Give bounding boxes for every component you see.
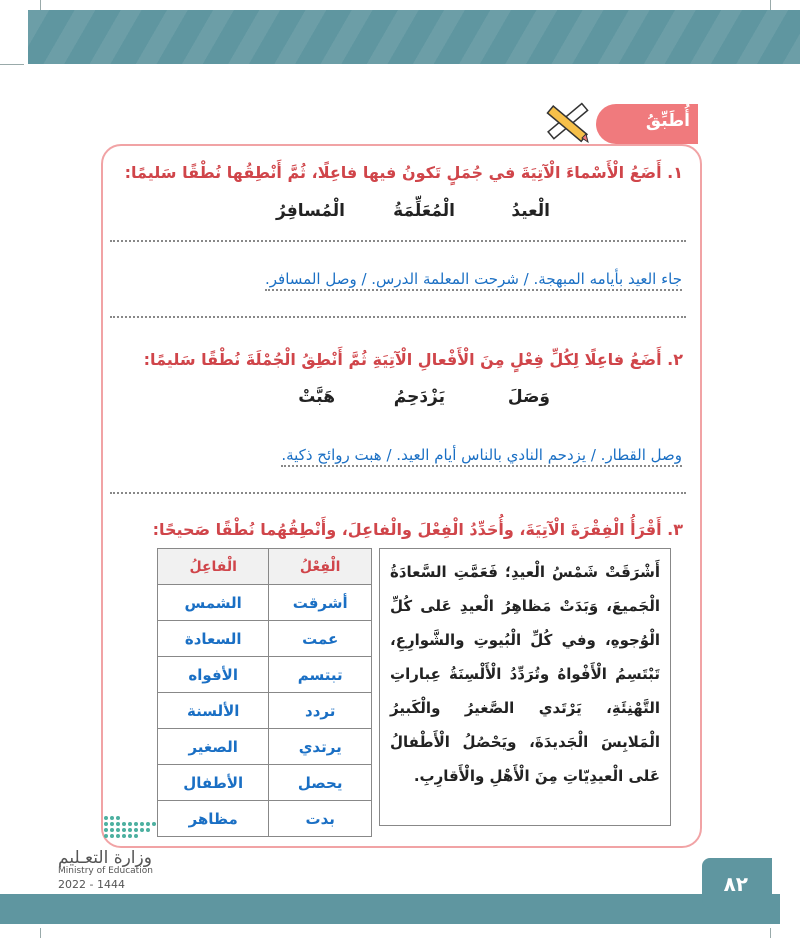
q1-word: الْمُسافِرُ — [276, 201, 345, 221]
q2-word: يَزْدَحِمُ — [393, 387, 445, 407]
subject-cell[interactable]: الأطفال — [158, 765, 269, 801]
verb-cell[interactable]: أشرقت — [269, 585, 372, 621]
verb-cell[interactable]: عمت — [269, 621, 372, 657]
table-row — [158, 729, 372, 765]
verb-cell[interactable]: تبتسم — [269, 657, 372, 693]
crop-mark — [0, 64, 24, 65]
answer-line[interactable] — [110, 492, 686, 494]
crop-mark — [770, 928, 771, 938]
subject-cell[interactable]: الأفواه — [158, 657, 269, 693]
ministry-logo-icon — [100, 810, 170, 846]
question-1-title: ١. أَضَعُ الْأَسْماءَ الْآتِيَةَ في جُمَلٍ تَكونُ فيها فاعِلًا، ثُمَّ أَنْطِقُها نُطْقًا سَليمًا: — [124, 163, 683, 182]
q1-word: الْعيدُ — [511, 201, 550, 221]
table-row — [158, 693, 372, 729]
verb-subject-table — [157, 548, 372, 837]
table-row — [158, 585, 372, 621]
subject-cell[interactable]: الصغير — [158, 729, 269, 765]
reading-paragraph: أَشْرَقَتْ شَمْسُ الْعيدِ؛ فَعَمَّتِ السَّعادَةُ الْجَميعَ، وَبَدَتْ مَظاهِرُ الْعيدِ عَلى كُلِّ الْوُجوهِ، وفي كُلِّ الْبُيوتِ والشَّوارِعِ، تَبْتَسِمُ الْأَفْواهُ وتُرَدِّدُ الْأَلْسِنَةُ عِباراتِ التَّهْنِئَةِ، يَرْتَدي الصَّغيرُ والْكَبيرُ الْمَلابِسَ الْجَديدَةَ، ويَحْصُلُ الْأَطْفالُ عَلى الْعيدِيّاتِ مِنَ الْأَهْلِ والْأَقارِبِ. — [379, 548, 671, 826]
question-2-title: ٢. أَضَعُ فاعِلًا لِكُلِّ فِعْلٍ مِنَ الْأَفْعالِ الْآتِيَةِ ثُمَّ أَنْطِقُ الْجُمْلَةَ نُطْقًا سَليمًا: — [143, 350, 683, 369]
column-header-verb: الْفِعْلُ — [269, 549, 372, 585]
section-badge — [596, 104, 698, 144]
crop-mark — [40, 928, 41, 938]
subject-cell[interactable]: السعادة — [158, 621, 269, 657]
page-number: ٨٢ — [723, 872, 748, 896]
table-header-row — [158, 549, 372, 585]
crop-mark — [40, 0, 41, 10]
subject-cell[interactable]: مظاهر — [158, 801, 269, 837]
table-row — [158, 765, 372, 801]
table-row — [158, 657, 372, 693]
q1-answer[interactable]: جاء العيد بأيامه المبهجة. / شرحت المعلمة الدرس. / وصل المسافر. — [265, 270, 682, 291]
ministry-name-arabic: وزارة التعـليم — [58, 848, 152, 868]
table-row — [158, 621, 372, 657]
column-header-subject: الْفاعِلُ — [158, 549, 269, 585]
table-row — [158, 801, 372, 837]
answer-line[interactable] — [110, 240, 686, 242]
footer-band — [0, 894, 780, 924]
pencil-ruler-icon — [540, 100, 592, 144]
q1-word: الْمُعَلِّمَةُ — [393, 201, 455, 221]
subject-cell[interactable]: الشمس — [158, 585, 269, 621]
verb-cell[interactable]: تردد — [269, 693, 372, 729]
verb-cell[interactable]: يرتدي — [269, 729, 372, 765]
q2-word: هَبَّتْ — [298, 387, 335, 407]
section-badge-label: أُطَبِّقُ — [645, 111, 690, 131]
subject-cell[interactable]: الألسنة — [158, 693, 269, 729]
verb-cell[interactable]: بدت — [269, 801, 372, 837]
q2-answer[interactable]: وصل القطار. / يزدحم النادي بالناس أيام العيد. / هبت روائح ذكية. — [281, 446, 682, 467]
ministry-name-english: Ministry of Education — [58, 866, 153, 876]
answer-line[interactable] — [110, 316, 686, 318]
edition-year: 2022 - 1444 — [58, 878, 125, 891]
q2-word: وَصَلَ — [507, 387, 550, 407]
header-band — [28, 10, 800, 64]
crop-mark — [770, 0, 771, 10]
verb-cell[interactable]: يحصل — [269, 765, 372, 801]
question-3-title: ٣. أَقْرَأُ الْفِقْرَةَ الْآتِيَةَ، وأُحَدِّدُ الْفِعْلَ والْفاعِلَ، وأَنْطِقُهُما نُطْقًا صَحيحًا: — [152, 520, 683, 539]
